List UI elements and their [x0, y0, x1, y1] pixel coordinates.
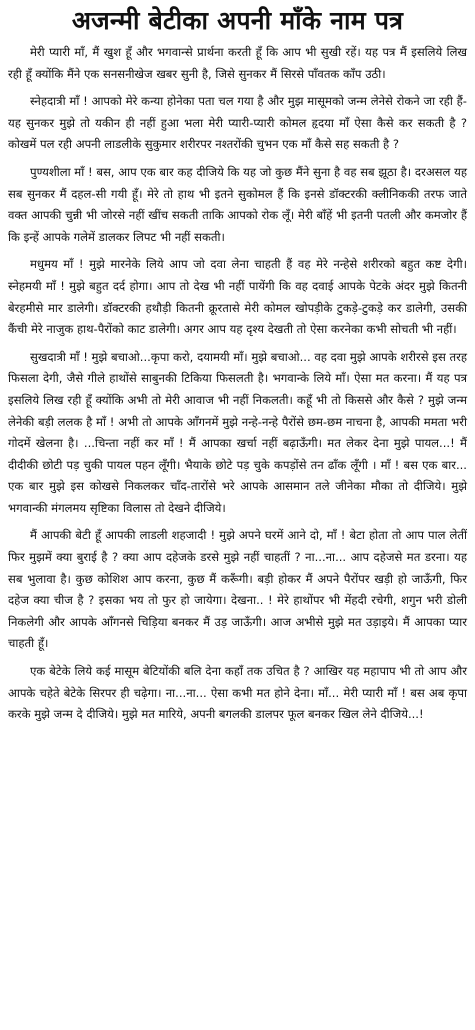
paragraph-1: मेरी प्यारी माँ, मैं खुश हूँ और भगवान्से प्रार्थना करती हूँ कि आप भी सुखी रहें। यह पत्र मैं इसलिये लिख रही हूँ क्योंकि मैंने एक सनसनीखेज खबर सुनी है, जिसे सुनकर मैं सिरसे पाँवतक काँप उठी। [8, 45, 467, 81]
paragraph-6: मैं आपकी बेटी हूँ आपकी लाडली शहजादी ! मुझे अपने घरमें आने दो, माँ ! बेटा होता तो आप पाल लेतीं फिर मुझमें क्या बुराई है ? क्या आप दहेजके डरसे मुझे नहीं चाहतीं ? ना...ना... आप दहेजसे मत डरना। यह सब भुलावा है। कुछ कोशिश आप करना, कुछ मैं करूँगी। बड़ी होकर मैं अपने पैरोंपर खड़ी हो जाऊँगी, फिर दहेज क्या चीज है ? इसका भय तो फुर हो जायेगा। देखना.. ! मेरे हाथोंपर भी मेंहदी रचेगी, शगुन भरी डोली निकलेगी और आपके आँगनसे चिड़िया बनकर मैं उड़ जाऊँगी। आज अभीसे मुझे मत उड़ाइये। मैं आपका प्यार चाहती हूँ। [8, 528, 467, 651]
paragraph-3: पुण्यशीला माँ ! बस, आप एक बार कह दीजिये कि यह जो कुछ मैंने सुना है वह सब झूठा है। दरअसल यह सब सुनकर मैं दहल-सी गयी हूँ। मेरे तो हाथ भी इतने सुकोमल हैं कि इनसे डॉक्टरकी क्लीनिककी तरफ जाते वक्त आपकी चुन्नी भी जोरसे नहीं खींच सकती ताकि आपको रोक लूँ। मेरी बाँहें भी इतनी पतली और कमजोर हैं कि इन्हें आपके गलेमें डालकर लिपट भी नहीं सकती। [8, 164, 467, 244]
paragraph-5: सुखदात्री माँ ! मुझे बचाओ...कृपा करो, दयामयी माँ। मुझे बचाओ... वह दवा मुझे आपके शरीरसे इस तरह फिसला देगी, जैसे गीले हाथोंसे साबुनकी टिकिया फिसलती है। भगवान्के लिये माँ। ऐसा मत करना। मैं यह पत्र इसलिये लिख रही हूँ क्योंकि अभी तो मेरी आवाज भी नहीं निकलती। कहूँ भी तो किससे और कैसे ? मुझे जन्म लेनेकी बड़ी ललक है माँ ! अभी तो आपके आँगनमें मुझे नन्हे-नन्हे पैरोंसे छम-छम नाचना है, आपकी ममता भरी गोदमें खेलना है। ...चिन्ता नहीं कर माँ ! मैं आपका खर्चा नहीं बढ़ाऊँगी। मत लेकर देना मुझे पायल...! मैं दीदीकी छोटी पड़ चुकी पायल पहन लूँगी। भैयाके छोटे पड़ चुके कपड़ोंसे तन ढाँक लूँगी । माँ ! बस एक बार... एक बार मुझे इस कोखसे निकलकर चाँद-तारोंसे भरे आपके आसमान तले जीनेका मौका तो दीजिये। मुझे भगवान्की मंगलमय सृष्टिका विलास तो देखने दीजिये। [8, 349, 467, 515]
paragraph-2: स्नेहदात्री माँ ! आपको मेरे कन्या होनेका पता चल गया है और मुझ मासूमको जन्म लेनेसे रोकने जा रही हैं- यह सुनकर मुझे तो यकीन ही नहीं हुआ भला मेरी प्यारी-प्यारी कोमल हृदया माँ ऐसा कैसे कर सकती है ? कोखमें पल रही अपनी लाडलीके सुकुमार शरीरपर नश्तरोंकी चुभन एक माँ कैसे सह सकती है ? [8, 94, 467, 152]
page-title: अजन्मी बेटीका अपनी माँके नाम पत्र [71, 6, 404, 35]
paragraph-4: मधुमय माँ ! मुझे मारनेके लिये आप जो दवा लेना चाहती हैं वह मेरे नन्हेसे शरीरको बहुत कष्ट देगी। स्नेहमयी माँ ! मुझे बहुत दर्द होगा। आप तो देख भी नहीं पायेंगी कि वह दवाई आपके पेटके अंदर मुझे कितनी बेरहमीसे मार डालेगी। डॉक्टरकी हथौड़ी कितनी क्रूरतासे मेरी कोमल खोपड़ीके टुकड़े-टुकड़े कर डालेगी, उसकी कैंची मेरे नाजुक हाथ-पैरोंको काट डालेगी। अगर आप यह दृश्य देखती तो ऐसा करनेका कभी सोचती भी नहीं। [8, 257, 467, 337]
letter-body [8, 42, 467, 726]
paragraph-7: एक बेटेके लिये कई मासूम बेटियोंकी बलि देना कहाँ तक उचित है ? आखिर यह महापाप भी तो आप और आपके चहेते बेटेके सिरपर ही चढ़ेगा। ना...ना... ऐसा कभी मत होने देना। माँ... मेरी प्यारी माँ ! बस अब कृपा करके मुझे जन्म दे दीजिये। मुझे मत मारिये, अपनी बगलकी डालपर फूल बनकर खिल लेने दीजिये...! [8, 664, 467, 722]
